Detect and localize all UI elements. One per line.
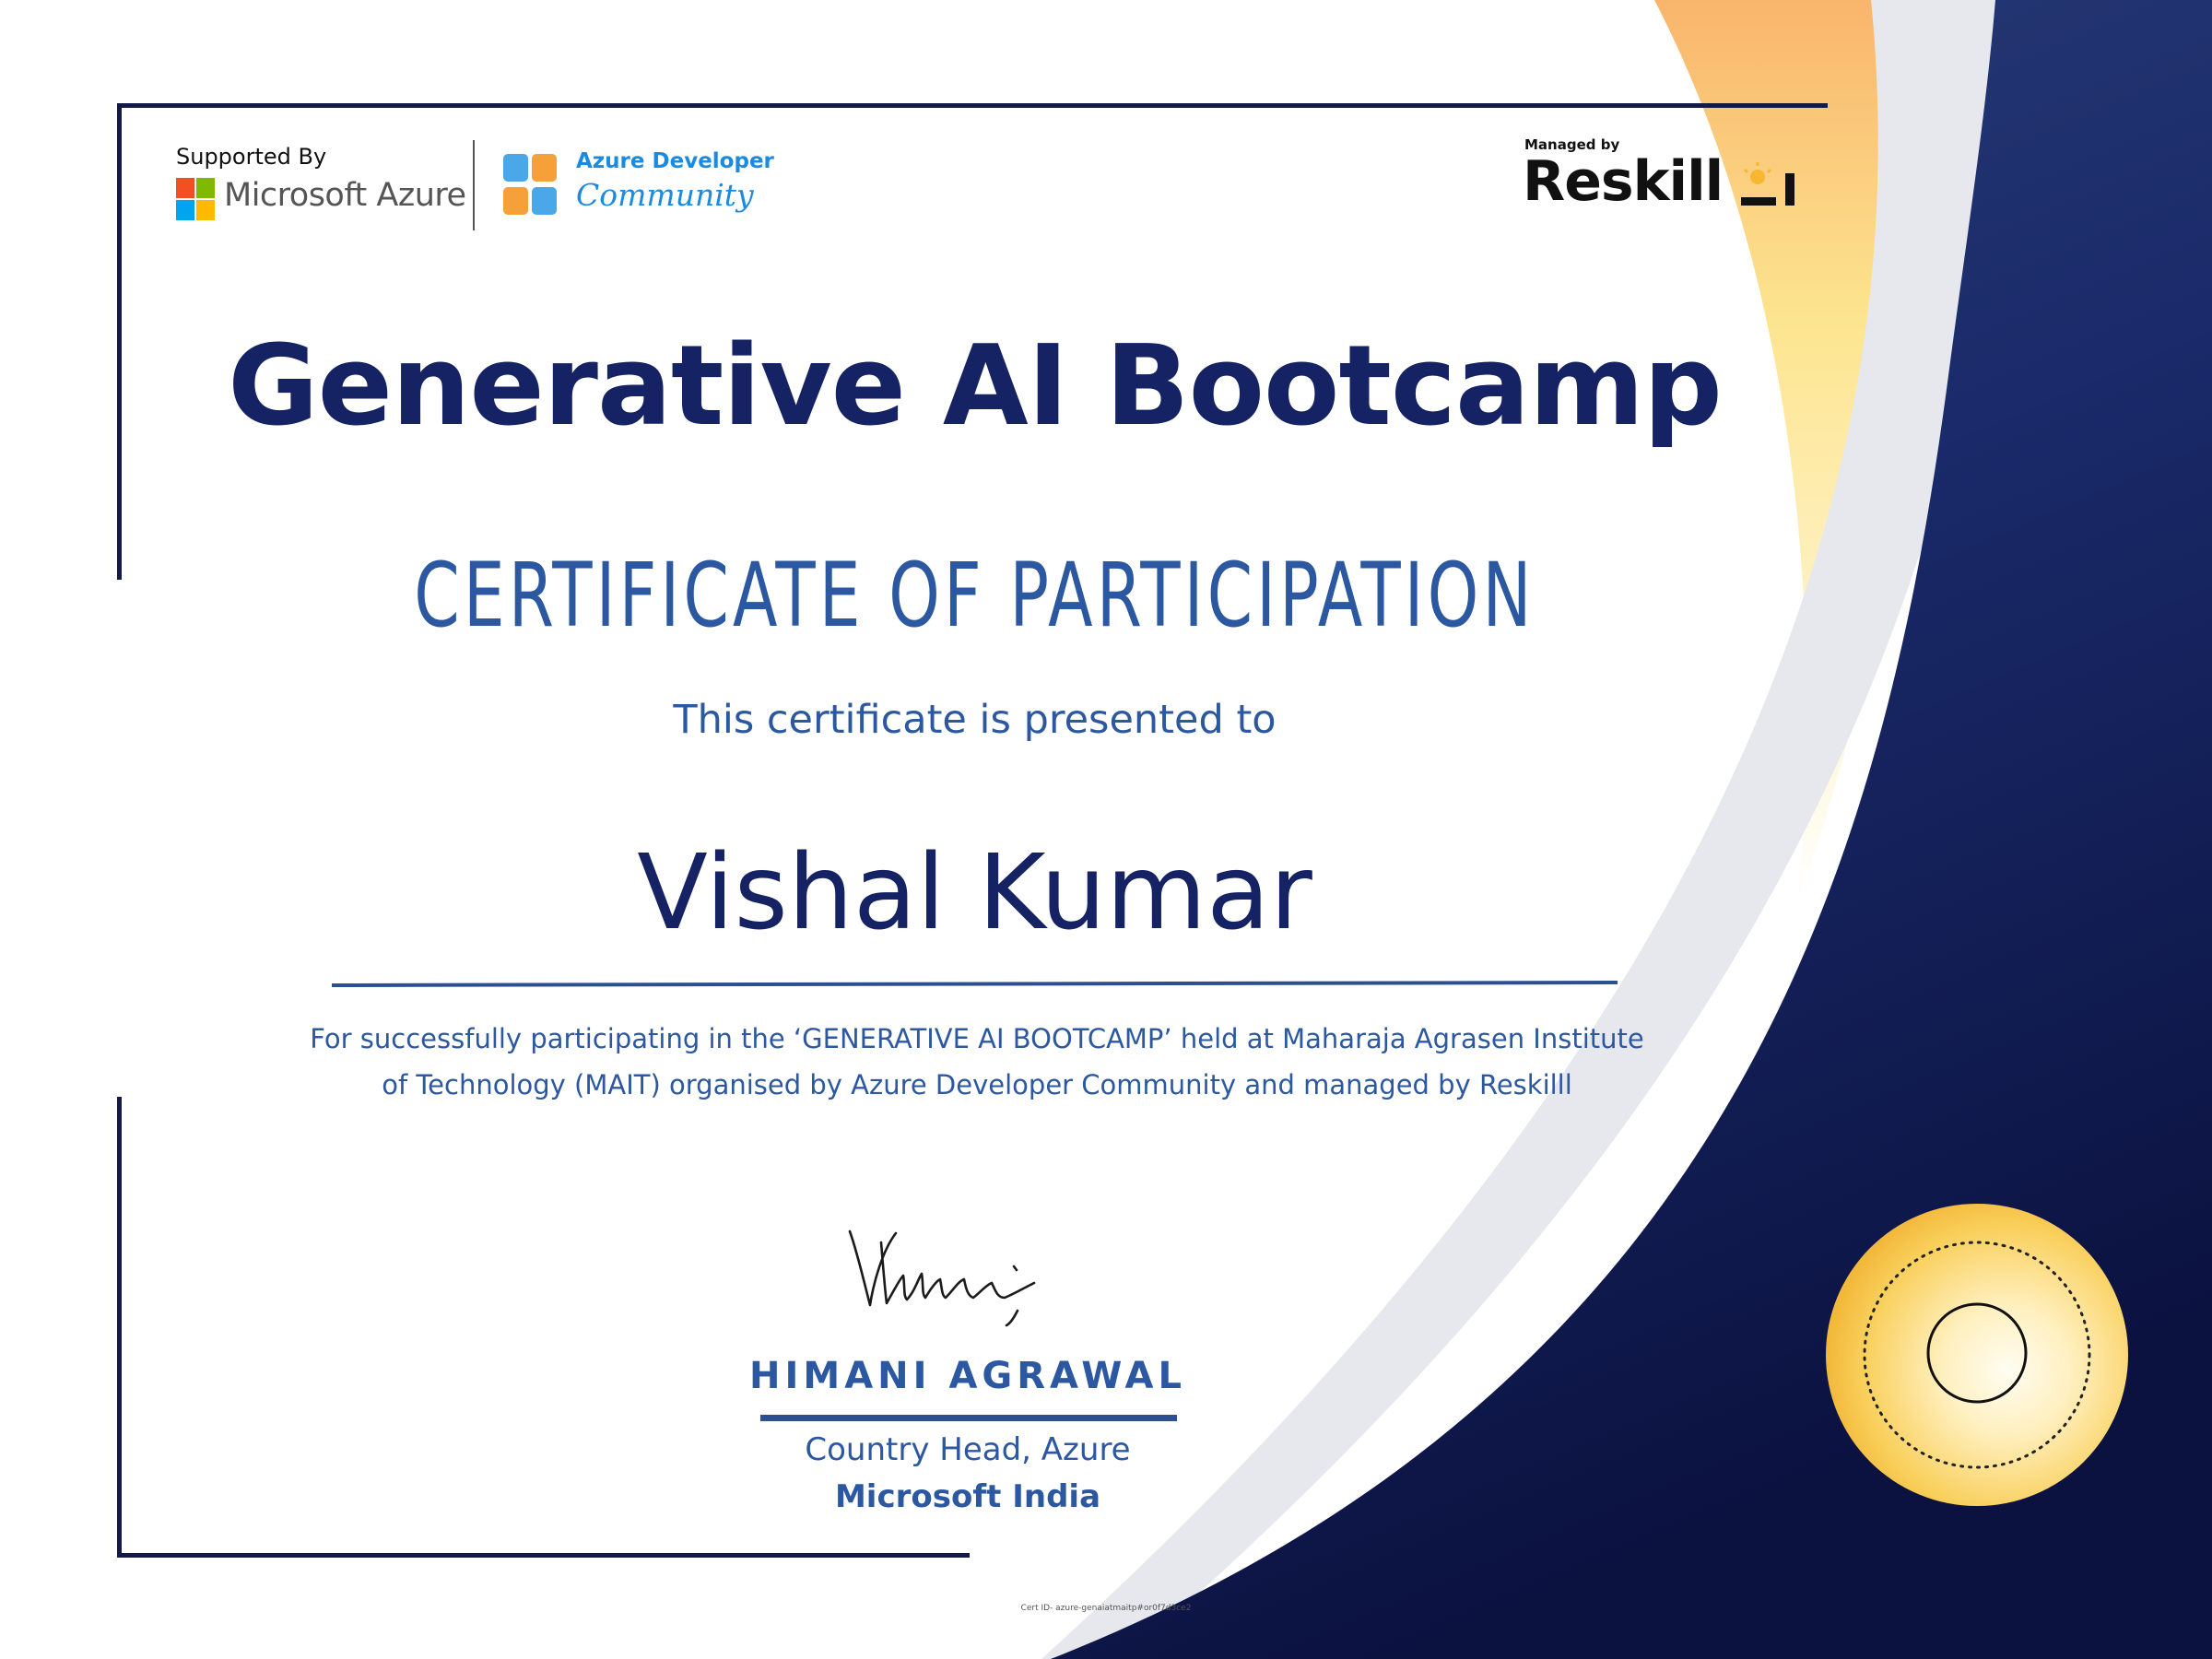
frame-top-line bbox=[117, 103, 1828, 108]
participation-description bbox=[276, 1016, 1677, 1108]
description-line-1: For successfully participating in the ‘GENERATIVE AI BOOTCAMP’ held at Maharaja Agrasen Institute bbox=[310, 1023, 1644, 1054]
certificate-title: Generative AI Bootcamp bbox=[228, 323, 1722, 451]
recipient-underline bbox=[332, 981, 1618, 987]
presented-to-text: This certificate is presented to bbox=[673, 697, 1277, 743]
managed-by-label: Managed by bbox=[1524, 136, 1620, 153]
adc-name-line1: Azure Developer bbox=[576, 149, 774, 173]
logo-divider bbox=[473, 140, 475, 230]
adc-name-line2: Community bbox=[576, 177, 754, 213]
reskill-bulb-icon bbox=[1737, 159, 1802, 212]
signatory-underline bbox=[760, 1415, 1177, 1421]
microsoft-logo-icon bbox=[176, 178, 215, 220]
certificate-id: Cert ID- azure-genaiatmaitp#or0f7d3ce2 bbox=[1020, 1604, 1192, 1613]
signatory-organization: Microsoft India bbox=[834, 1478, 1101, 1515]
frame-left-lower-line bbox=[117, 1097, 122, 1558]
description-line-2: of Technology (MAIT) organised by Azure Developer Community and managed by Reskilll bbox=[382, 1069, 1572, 1100]
gold-seal-icon bbox=[1811, 1189, 2143, 1521]
signatory-name: HIMANI AGRAWAL bbox=[749, 1355, 1186, 1397]
recipient-name: Vishal Kumar bbox=[637, 833, 1312, 953]
azure-developer-community-logo-icon bbox=[503, 154, 559, 217]
supported-by-label: Supported By bbox=[176, 144, 327, 170]
microsoft-azure-name: Microsoft Azure bbox=[224, 177, 466, 214]
certificate-subtitle: CERTIFICATE OF PARTICIPATION bbox=[414, 544, 1535, 647]
frame-bottom-line bbox=[117, 1553, 970, 1558]
signatory-role: Country Head, Azure bbox=[805, 1431, 1131, 1468]
reskill-logo-text: Reskill bbox=[1523, 149, 1724, 214]
signature-image bbox=[830, 1215, 1124, 1330]
